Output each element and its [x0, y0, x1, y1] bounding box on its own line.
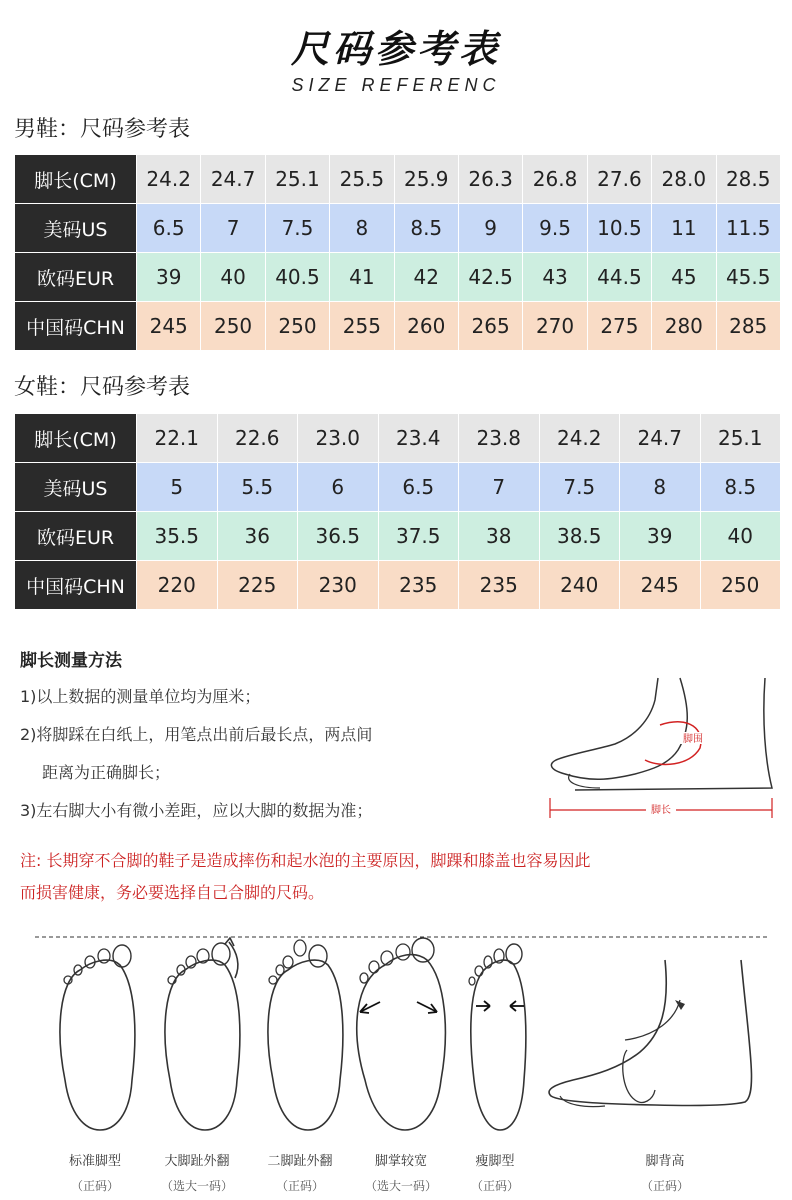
size-cell: 8.5	[700, 463, 781, 512]
warning-note: 而损害健康，务必要选择自己合脚的尺码。	[20, 883, 325, 902]
us-size-row	[15, 463, 781, 512]
method-line: 3)左右脚大小有微小差距，应以大脚的数据为准；	[20, 801, 373, 820]
size-cell: 38	[459, 512, 540, 561]
foot-type-sub: （正码）	[70, 1179, 119, 1193]
size-cell: 9.5	[523, 204, 587, 253]
foot-type-label: 脚掌较宽	[374, 1154, 427, 1169]
size-cell: 7	[459, 463, 540, 512]
eur-size-row	[15, 253, 781, 302]
size-cell: 240	[539, 561, 620, 610]
size-cell: 285	[716, 302, 780, 351]
size-cell: 265	[458, 302, 522, 351]
row-header: 脚长(CM)	[15, 155, 137, 204]
men-size-table	[14, 154, 781, 351]
size-cell: 24.2	[137, 155, 201, 204]
foot-type-caption	[610, 1150, 720, 1194]
size-cell: 220	[137, 561, 218, 610]
big-toe-valgus-foot-icon	[165, 938, 240, 1130]
size-cell: 230	[298, 561, 379, 610]
method-line: 距离为正确脚长；	[42, 763, 171, 782]
size-cell: 37.5	[378, 512, 459, 561]
size-cell: 8	[330, 204, 394, 253]
size-cell: 24.7	[201, 155, 265, 204]
size-cell: 42	[394, 253, 458, 302]
wide-foot-icon	[357, 938, 446, 1130]
size-cell: 7.5	[265, 204, 329, 253]
size-cell: 7.5	[539, 463, 620, 512]
size-cell: 40	[700, 512, 781, 561]
size-cell: 245	[620, 561, 701, 610]
method-line: 2)将脚踩在白纸上，用笔点出前后最长点，两点间	[20, 725, 373, 744]
size-cell: 6.5	[378, 463, 459, 512]
foot-type-label: 标准脚型	[68, 1154, 121, 1169]
women-section-label: 女鞋：尺码参考表	[14, 375, 191, 400]
size-cell: 39	[137, 253, 201, 302]
foot-type-sub: （正码）	[640, 1179, 689, 1193]
size-cell: 280	[652, 302, 716, 351]
size-cell: 40	[201, 253, 265, 302]
girth-label: 脚围	[683, 734, 703, 745]
size-cell: 35.5	[137, 512, 218, 561]
size-cell: 5	[137, 463, 218, 512]
foot-type-label: 大脚趾外翻	[164, 1154, 230, 1169]
length-label: 脚长	[651, 805, 671, 816]
size-cell: 36.5	[298, 512, 379, 561]
size-cell: 10.5	[587, 204, 651, 253]
size-cell: 8.5	[394, 204, 458, 253]
size-cell: 28.0	[652, 155, 716, 204]
size-cell: 275	[587, 302, 651, 351]
foot-type-caption	[440, 1150, 550, 1194]
size-cell: 40.5	[265, 253, 329, 302]
foot-type-caption	[142, 1150, 252, 1194]
size-cell: 8	[620, 463, 701, 512]
size-cell: 24.7	[620, 414, 701, 463]
size-cell: 24.2	[539, 414, 620, 463]
page-subtitle: SIZE REFERENC	[291, 75, 501, 95]
size-cell: 11.5	[716, 204, 780, 253]
size-cell: 23.8	[459, 414, 540, 463]
women-size-table	[14, 413, 781, 610]
size-cell: 235	[378, 561, 459, 610]
size-cell: 5.5	[217, 463, 298, 512]
row-header: 美码US	[15, 463, 137, 512]
method-title: 脚长测量方法	[20, 651, 122, 671]
chn-size-row	[15, 302, 781, 351]
foot-length-row	[15, 155, 781, 204]
size-cell: 7	[201, 204, 265, 253]
size-cell: 38.5	[539, 512, 620, 561]
size-cell: 25.1	[700, 414, 781, 463]
foot-type-label: 脚背高	[645, 1154, 685, 1169]
high-instep-foot-icon	[549, 960, 751, 1107]
standard-foot-icon	[60, 945, 135, 1130]
slim-foot-icon	[469, 944, 526, 1130]
foot-type-caption	[40, 1150, 150, 1194]
row-header: 中国码CHN	[15, 302, 137, 351]
size-cell: 44.5	[587, 253, 651, 302]
size-cell: 45	[652, 253, 716, 302]
size-cell: 39	[620, 512, 701, 561]
foot-type-sub: （正码）	[275, 1179, 324, 1193]
page-title: 尺码参考表	[290, 27, 501, 71]
size-cell: 25.9	[394, 155, 458, 204]
size-cell: 25.1	[265, 155, 329, 204]
size-cell: 6	[298, 463, 379, 512]
row-header: 欧码EUR	[15, 512, 137, 561]
header	[0, 18, 792, 96]
size-cell: 6.5	[137, 204, 201, 253]
size-cell: 23.4	[378, 414, 459, 463]
row-header: 中国码CHN	[15, 561, 137, 610]
foot-types-diagram	[0, 925, 792, 1135]
foot-type-label: 二脚趾外翻	[267, 1154, 333, 1169]
second-toe-valgus-foot-icon	[268, 940, 343, 1130]
size-cell: 43	[523, 253, 587, 302]
foot-length-row	[15, 414, 781, 463]
warning-note: 注: 长期穿不合脚的鞋子是造成摔伤和起水泡的主要原因，脚踝和膝盖也容易因此	[20, 851, 591, 870]
size-cell: 9	[458, 204, 522, 253]
size-cell: 45.5	[716, 253, 780, 302]
size-cell: 255	[330, 302, 394, 351]
size-cell: 22.6	[217, 414, 298, 463]
size-cell: 250	[201, 302, 265, 351]
size-cell: 245	[137, 302, 201, 351]
size-cell: 11	[652, 204, 716, 253]
size-cell: 235	[459, 561, 540, 610]
size-cell: 25.5	[330, 155, 394, 204]
foot-type-sub: （选大一码）	[364, 1179, 437, 1193]
foot-type-sub: （正码）	[470, 1179, 519, 1193]
eur-size-row	[15, 512, 781, 561]
size-cell: 250	[700, 561, 781, 610]
method-line: 1)以上数据的测量单位均为厘米；	[20, 687, 261, 706]
chn-size-row	[15, 561, 781, 610]
size-cell: 270	[523, 302, 587, 351]
size-cell: 41	[330, 253, 394, 302]
size-cell: 26.3	[458, 155, 522, 204]
size-cell: 36	[217, 512, 298, 561]
foot-measure-diagram	[540, 670, 780, 820]
us-size-row	[15, 204, 781, 253]
size-cell: 42.5	[458, 253, 522, 302]
size-cell: 23.0	[298, 414, 379, 463]
row-header: 欧码EUR	[15, 253, 137, 302]
foot-type-label: 瘦脚型	[475, 1154, 515, 1169]
size-cell: 260	[394, 302, 458, 351]
size-cell: 27.6	[587, 155, 651, 204]
size-cell: 28.5	[716, 155, 780, 204]
men-section-label: 男鞋：尺码参考表	[14, 117, 191, 142]
size-cell: 250	[265, 302, 329, 351]
size-cell: 26.8	[523, 155, 587, 204]
size-cell: 225	[217, 561, 298, 610]
row-header: 美码US	[15, 204, 137, 253]
row-header: 脚长(CM)	[15, 414, 137, 463]
foot-type-caption	[245, 1150, 355, 1194]
foot-type-sub: （选大一码）	[160, 1179, 233, 1193]
size-cell: 22.1	[137, 414, 218, 463]
